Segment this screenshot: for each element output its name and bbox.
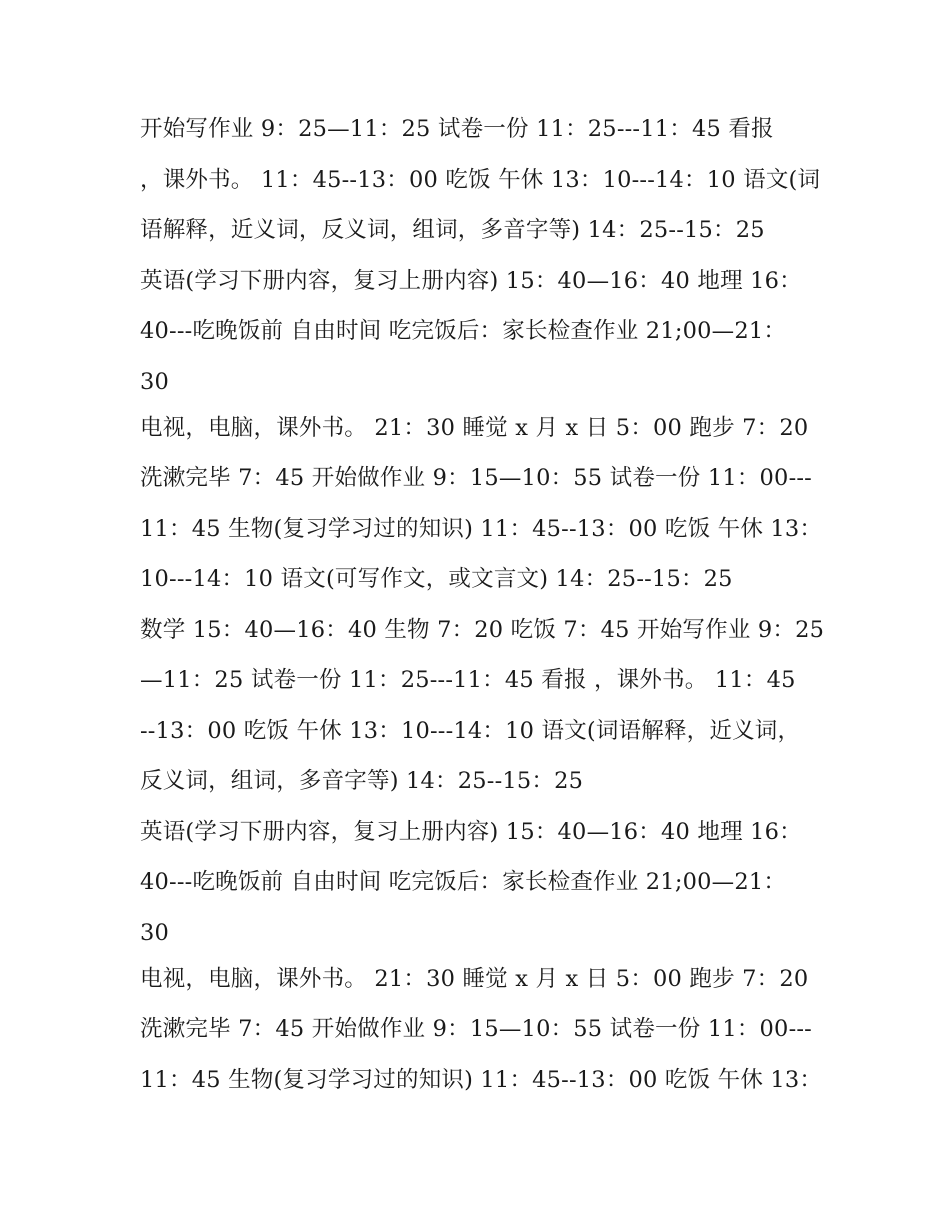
text-line: 反义词，组词，多音字等) 14：25--15：25 xyxy=(140,768,584,794)
text-line: 开始写作业 9：25—11：25 试卷一份 11：25---11：45 看报 xyxy=(140,116,774,142)
text-line: 40---吃晚饭前 自由时间 吃完饭后：家长检查作业 21;00—21： xyxy=(140,318,787,344)
text-line: ，课外书。 11：45--13：00 吃饭 午休 13：10---14：10 语文(词 xyxy=(140,166,821,193)
text-line: 数学 15：40—16：40 生物 7：20 吃饭 7：45 开始写作业 9：25 xyxy=(140,616,825,643)
text-line: 语解释，近义词，反义词，组词，多音字等) 14：25--15：25 xyxy=(140,217,765,243)
document-body xyxy=(140,108,830,1109)
text-line: 电视，电脑，课外书。 21：30 睡觉 x 月 x 日 5：00 跑步 7：20 xyxy=(140,965,809,992)
text-line: --13：00 吃饭 午休 13：10---14：10 语文(词语解释，近义词， xyxy=(140,717,801,744)
text-line: —11：25 试卷一份 11：25---11：45 看报 ，课外书。 11：45 xyxy=(140,667,796,693)
text-line: 40---吃晚饭前 自由时间 吃完饭后：家长检查作业 21;00—21： xyxy=(140,869,787,895)
text-line: 30 xyxy=(140,368,170,395)
text-line: 洗漱完毕 7：45 开始做作业 9：15—10：55 试卷一份 11：00--- xyxy=(140,465,812,491)
text-line: 英语(学习下册内容，复习上册内容) 15：40—16：40 地理 16： xyxy=(140,267,802,294)
text-line: 电视，电脑，课外书。 21：30 睡觉 x 月 x 日 5：00 跑步 7：20 xyxy=(140,414,809,441)
text-line: 英语(学习下册内容，复习上册内容) 15：40—16：40 地理 16： xyxy=(140,818,802,845)
text-line: 30 xyxy=(140,919,170,946)
text-line: 11：45 生物(复习学习过的知识) 11：45--13：00 吃饭 午休 13： xyxy=(140,1066,823,1093)
text-line: 洗漱完毕 7：45 开始做作业 9：15—10：55 试卷一份 11：00--- xyxy=(140,1016,812,1042)
text-line: 10---14：10 语文(可写作文，或文言文) 14：25--15：25 xyxy=(140,566,733,592)
text-line: 11：45 生物(复习学习过的知识) 11：45--13：00 吃饭 午休 13： xyxy=(140,515,823,542)
